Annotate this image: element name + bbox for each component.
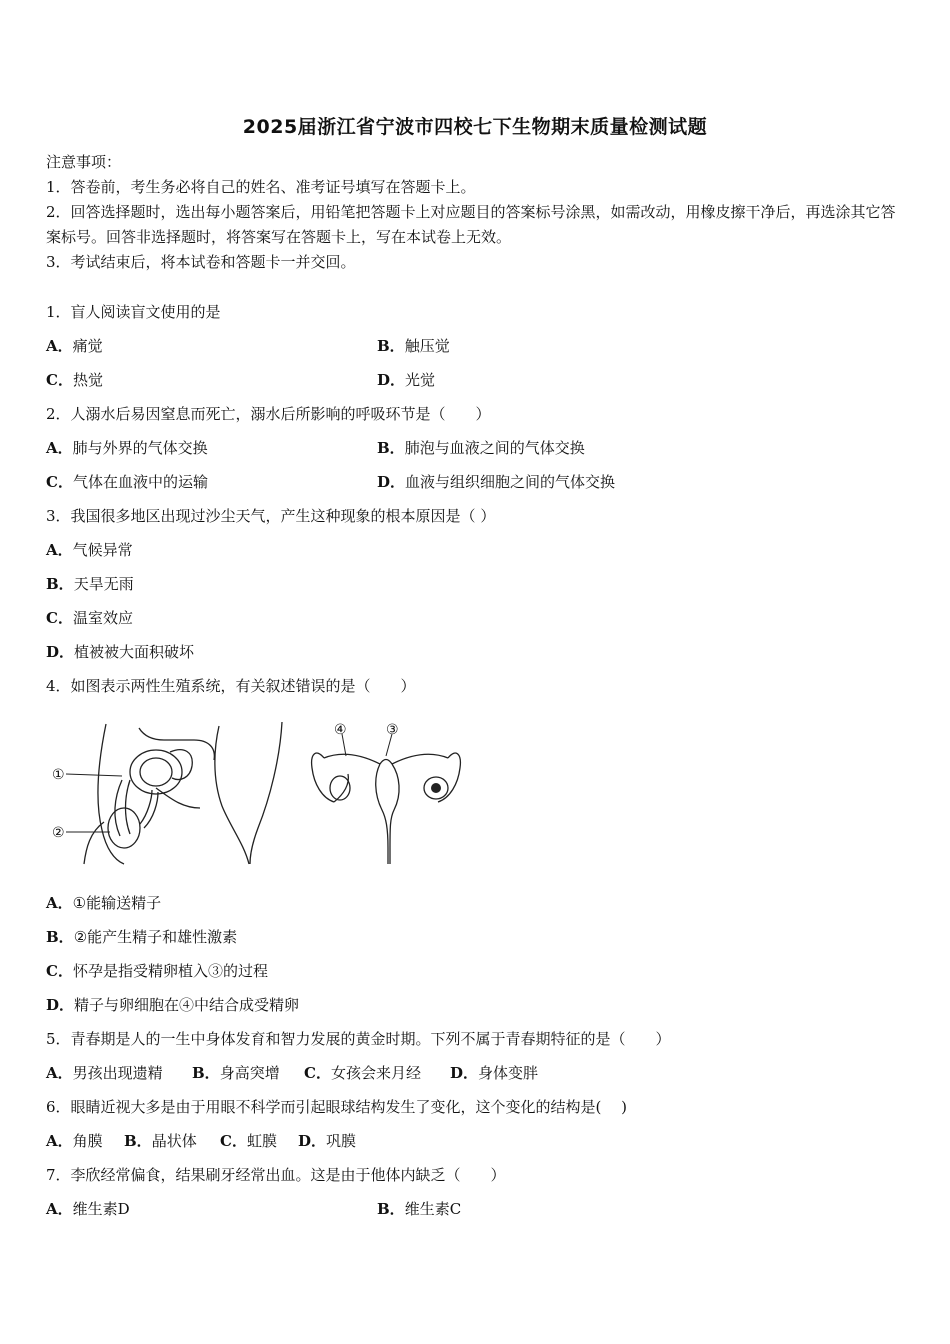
- reproductive-system-figure: [44, 718, 474, 868]
- option-c: C．热觉: [46, 371, 103, 389]
- question-stem: 6．眼睛近视大多是由于用眼不科学而引起眼球结构发生了变化，这个变化的结构是( ): [46, 1098, 628, 1116]
- question-stem: 3．我国很多地区出现过沙尘天气，产生这种现象的根本原因是（ ）: [46, 507, 496, 525]
- uterus-left-wall: [376, 764, 388, 864]
- option-b: B．维生素C: [377, 1200, 462, 1218]
- question-stem: 2．人溺水后易因窒息而死亡，溺水后所影响的呼吸环节是（ ）: [46, 405, 491, 423]
- option-b: B．晶状体: [124, 1132, 197, 1150]
- question-stem: 7．李欣经常偏食，结果刷牙经常出血。这是由于他体内缺乏（ ）: [46, 1166, 506, 1184]
- option-a: A．肺与外界的气体交换: [46, 439, 208, 457]
- option-d: D．光觉: [377, 371, 436, 389]
- figure-label-3: ③: [386, 722, 399, 738]
- figure-label-4: ④: [334, 722, 347, 738]
- question-stem: 5．青春期是人的一生中身体发育和智力发展的黄金时期。下列不属于青春期特征的是（ ）: [46, 1030, 671, 1048]
- notice-section: [46, 150, 906, 275]
- notice-item: 1．答卷前，考生务必将自己的姓名、准考证号填写在答题卡上。: [46, 178, 476, 196]
- option-a: A．气候异常: [46, 541, 133, 559]
- option-b: B．身高突增: [192, 1064, 280, 1082]
- option-d: D．身体变胖: [450, 1064, 539, 1082]
- option-c: C．温室效应: [46, 609, 133, 627]
- option-c: C．怀孕是指受精卵植入③的过程: [46, 962, 268, 980]
- question-stem: 4．如图表示两性生殖系统，有关叙述错误的是（ ）: [46, 677, 416, 695]
- option-d: D．巩膜: [298, 1132, 357, 1150]
- option-b: B．触压觉: [377, 337, 450, 355]
- notice-item: 3．考试结束后，将本试卷和答题卡一并交回。: [46, 253, 356, 271]
- option-d: D．血液与组织细胞之间的气体交换: [377, 473, 616, 491]
- notice-item: 2．回答选择题时，选出每小题答案后，用铅笔把答题卡上对应题目的答案标号涂黑，如需改动，用橡皮擦干净后，再选涂其它答案标号。回答非选择题时，将答案写在答题卡上，写在本试卷上无效。: [46, 203, 896, 246]
- figure-label-2: ②: [52, 825, 65, 841]
- option-b: B．②能产生精子和雄性激素: [46, 928, 238, 946]
- option-c: C．虹膜: [220, 1132, 277, 1150]
- option-b: B．肺泡与血液之间的气体交换: [377, 439, 585, 457]
- option-a: A．痛觉: [46, 337, 103, 355]
- fallopian-tube-left: [312, 753, 334, 802]
- page-title: 2025届浙江省宁波市四校七下生物期末质量检测试题: [242, 116, 708, 138]
- body-outline-male: [98, 724, 124, 864]
- option-c: C．气体在血液中的运输: [46, 473, 208, 491]
- notice-heading: 注意事项：: [46, 153, 122, 171]
- question-stem: 1．盲人阅读盲文使用的是: [46, 303, 221, 321]
- option-a: A．维生素D: [46, 1200, 130, 1218]
- option-a: A．男孩出现遗精: [46, 1064, 163, 1082]
- option-a: A．①能输送精子: [46, 894, 162, 912]
- option-c: C．女孩会来月经: [304, 1064, 421, 1082]
- option-a: A．角膜: [46, 1132, 103, 1150]
- option-d: D．植被被大面积破坏: [46, 643, 195, 661]
- figure-label-1: ①: [52, 767, 65, 783]
- option-d: D．精子与卵细胞在④中结合成受精卵: [46, 996, 300, 1014]
- option-b: B．天旱无雨: [46, 575, 134, 593]
